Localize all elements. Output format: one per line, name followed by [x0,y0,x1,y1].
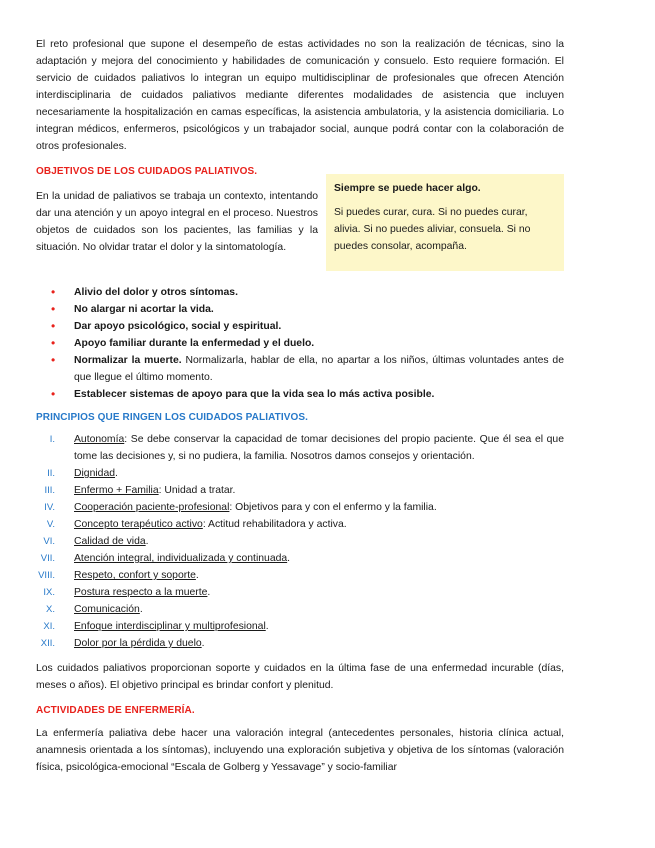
list-item: • Alivio del dolor y otros síntomas. [51,285,238,299]
list-item: IV. Cooperación paciente-profesional: Objetivos para y con el enfermo y la familia. [44,502,437,513]
list-item: • Establecer sistemas de apoyo para que la vida sea lo más activa posible. [51,387,435,401]
list-item: XI. Enfoque interdisciplinar y multiprofesional. [43,621,269,632]
actividades-paragraph: La enfermería paliativa debe hacer una valoración integral (antecedentes personales, historia clínica actual, anamnesis orientada a los síntomas), incluyendo una exploración subjetiva y objetiva de los síntomas (valoración física, psicológica-emocional “Escala de Golberg y Yessavage” y socio-familiar [36,728,564,773]
list-item: X. Comunicación. [46,604,143,615]
list-item: VI. Calidad de vida. [43,536,149,547]
list-item: • Apoyo familiar durante la enfermedad y el duelo. [51,336,315,350]
bullet-icon: • [51,336,56,350]
objetivos-list [36,284,564,403]
objetivos-paragraph: En la unidad de paliativos se trabaja un contexto, intentando dar una atención y un apoyo integral en el proceso. Nuestros objetos de cuidados son los pacientes, las familias y la situación. No olvidar tratar el dolor y la sintomatología. [36,191,318,253]
bullet-icon: • [51,285,56,299]
principios-heading: PRINCIPIOS QUE RINGEN LOS CUIDADOS PALIATIVOS. [36,412,309,423]
actividades-heading: ACTIVIDADES DE ENFERMERÍA. [36,705,195,716]
document-page [36,36,564,776]
list-item: • No alargar ni acortar la vida. [51,302,214,316]
bullet-icon: • [51,353,56,367]
objetivos-section [36,182,564,282]
list-item: II. Dignidad. [47,468,118,479]
list-item: VII. Atención integral, individualizada y continuada. [40,553,291,564]
principios-list [36,431,564,652]
list-item: • Dar apoyo psicológico, social y espiritual. [51,319,282,333]
callout-title: Siempre se puede hacer algo. [334,183,481,194]
list-item: III. Enfermo + Familia: Unidad a tratar. [44,485,236,496]
principios-closing: Los cuidados paliativos proporcionan soporte y cuidados en la última fase de una enfermedad incurable (días, meses o años). El objetivo principal es brindar confort y plenitud. [36,663,564,691]
list-item: IX. Postura respecto a la muerte. [43,587,211,598]
list-item: VIII. Respeto, confort y soporte. [38,570,199,581]
list-item: V. Concepto terapéutico activo: Actitud rehabilitadora y activa. [46,519,347,530]
quote-callout [326,174,564,271]
bullet-icon: • [51,387,56,401]
callout-body: Si puedes curar, cura. Si no puedes curar, alivia. Si no puedes aliviar, consuela. Si no puedes consolar, acompaña. [334,207,531,252]
list-item: XII. Dolor por la pérdida y duelo. [40,638,205,649]
bullet-icon: • [51,319,56,333]
objetivos-heading: OBJETIVOS DE LOS CUIDADOS PALIATIVOS. [36,166,258,177]
intro-paragraph: El reto profesional que supone el desempeño de estas actividades no son la realización de técnicas, sino la adaptación y mejora del conocimiento y habilidades de comunicación y consuelo. Esto requiere formación. El servicio de cuidados paliativos lo integran un equipo multidisciplinar de profesionales que ofrecen Atención interdisciplinaria de cuidados paliativos mediante diferentes modalidades de asistencia que incluyen necesariamente la hospitalización en camas específicas, la asistencia ambulatoria, y la asistencia domiciliaria. Lo integran médicos, enfermeros, psicológicos y un trabajador social, aunque podrá contar con la colaboración de otros profesionales. [36,39,564,152]
bullet-icon: • [51,302,56,316]
list-item: I. Autonomía: Se debe conservar la capacidad de tomar decisiones del propio paciente. Que él sea el que tome las decisiones y, si no pudiera, la familia. Nosotros damos consejos y orientación. [49,434,564,462]
list-item: • Normalizar la muerte. Normalizarla, hablar de ella, no apartar a los niños, últimas voluntades antes de que llegue el último momento. [51,353,564,383]
